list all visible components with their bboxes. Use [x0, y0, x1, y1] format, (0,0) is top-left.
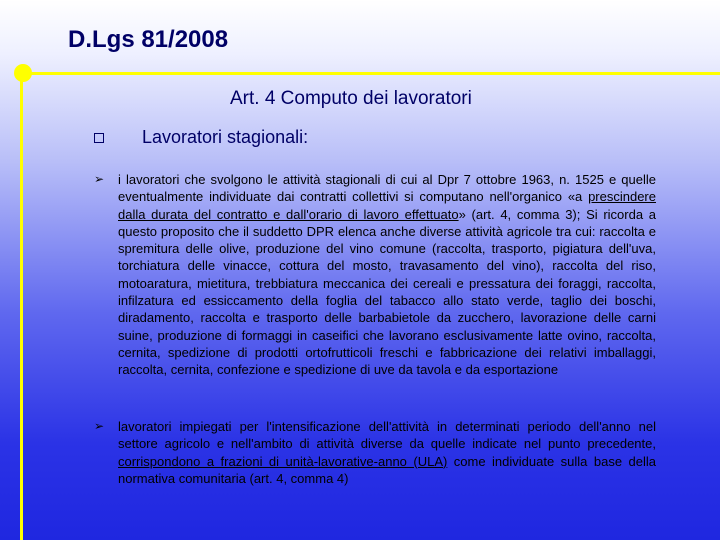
bullet-item-stagionali	[94, 171, 656, 379]
bullet-text-underlined: prescindere dalla durata del contratto e dall'orario di lavoro effettuato	[118, 189, 656, 222]
arrow-bullet-icon: ➢	[94, 419, 105, 433]
bullet-item-intensificazione	[94, 418, 656, 487]
accent-rule-vertical	[20, 72, 23, 540]
accent-dot	[14, 64, 32, 82]
bullet-text-underlined: corrispondono a frazioni di unità-lavorative-anno (ULA)	[118, 453, 448, 469]
bullet-text-pre: i lavoratori che svolgono le attività stagionali di cui al Dpr 7 ottobre 1963, n. 1525 e quelle eventualmente individuate dai contratti collettivi si computano nell'organico «a	[118, 172, 656, 205]
slide-title: D.Lgs 81/2008	[68, 26, 229, 53]
bullet-body	[118, 418, 656, 487]
bullet-text-post: come individuate sulla base della normativa comunitaria (art. 4, comma 4)	[118, 453, 656, 486]
square-bullet-icon	[94, 133, 104, 143]
arrow-bullet-icon: ➢	[94, 172, 105, 186]
section-heading-text: Lavoratori stagionali:	[142, 127, 309, 147]
slide-subtitle: Art. 4 Computo dei lavoratori	[230, 88, 472, 109]
bullet-body	[118, 171, 656, 379]
bullet-text-pre: lavoratori impiegati per l'intensificazione dell'attività in determinati periodo dell'anno nel settore agricolo e nell'ambito di attività diverse da quelle indicate nel punto precedente,	[118, 419, 656, 452]
accent-rule-horizontal	[20, 72, 720, 75]
section-heading	[94, 127, 308, 148]
bullet-text-post: » (art. 4, comma 3); Si ricorda a questo proposito che il suddetto DPR elenca anche diverse attività agricole tra cui: raccolta e spremitura delle olive, produzione del vino comune (raccolta, trasporto, pigiatura dell'uva, torchiatura delle vinacce, cottura del mosto, travasamento del vino), raccolta del riso, motoaratura, mietitura, trebbiatura meccanica dei cereali e pressatura dei foraggi, raccolta, infilzatura ed essiccamento della foglia del tabacco allo stato verde, taglio dei boschi, diradamento, raccolta e trasporto delle barbabietole da zucchero, lavorazione delle carni suine, produzione di formaggi in caseifici che lavorano esclusivamente latte ovino, raccolta, cernita, spedizione di prodotti ortofrutticoli freschi e fabbricazione dei relativi imballaggi, raccolta, cernita, confezione e spedizione di uve da tavola e da esportazione	[118, 206, 657, 378]
